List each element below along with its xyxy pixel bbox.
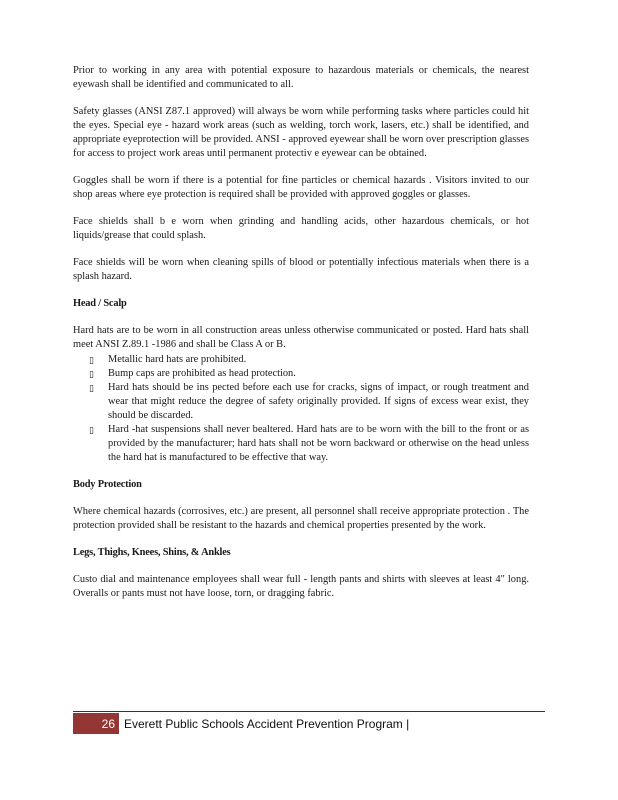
document-body	[73, 64, 529, 601]
bullet-icon: ▯	[89, 383, 94, 393]
legs-paragraph: Custo dial and maintenance employees shall wear full - length pants and shirts with sleeves at least 4" long. Overalls or pants must not have loose, torn, or dragging fabric.	[73, 574, 529, 599]
hard-hats-paragraph: Hard hats are to be worn in all construction areas unless otherwise communicated or posted. Hard hats shall meet ANSI Z.89.1 -1986 and shall be Class A or B.	[73, 325, 529, 350]
legs-heading: Legs, Thighs, Knees, Shins, & Ankles	[73, 547, 231, 558]
list-item	[73, 353, 529, 367]
head-scalp-heading: Head / Scalp	[73, 298, 127, 309]
bullet-icon: ▯	[89, 369, 94, 379]
body-protection-heading: Body Protection	[73, 479, 142, 490]
eyewash-paragraph: Prior to working in any area with potential exposure to hazardous materials or chemicals, the nearest eyewash shall be identified and communicated to all.	[73, 65, 529, 90]
bullet-icon: ▯	[89, 355, 94, 365]
footer-title: Everett Public Schools Accident Prevention Program |	[124, 716, 410, 731]
list-item-text: Bump caps are prohibited as head protection.	[108, 368, 296, 379]
body-protection-paragraph: Where chemical hazards (corrosives, etc.) are present, all personnel shall receive appropriate protection . The protection provided shall be resistant to the hazards and chemical properties presented by the work.	[73, 506, 529, 531]
footer-divider	[73, 711, 545, 712]
list-item	[73, 423, 529, 465]
bullet-icon: ▯	[89, 425, 94, 435]
list-item	[73, 381, 529, 423]
list-item-text: Hard hats should be ins pected before each use for cracks, signs of impact, or rough treatment and wear that might reduce the degree of safety originally provided. If signs of excess wear exist, they should be discarded.	[108, 382, 529, 421]
list-item	[73, 367, 529, 381]
page-footer	[73, 713, 409, 734]
face-shields-blood-paragraph: Face shields will be worn when cleaning spills of blood or potentially infectious materials when there is a splash hazard.	[73, 257, 529, 282]
safety-glasses-paragraph: Safety glasses (ANSI Z87.1 approved) will always be worn while performing tasks where particles could hit the eyes. Special eye - hazard work areas (such as welding, torch work, lasers, etc.) shall be identified, and appropriate eyeprotection will be provided. ANSI - approved eyewear shall be worn over prescription glasses for access to project work areas until permanent protectiv e eyewear can be obtained.	[73, 106, 529, 159]
face-shields-paragraph: Face shields shall b e worn when grinding and handling acids, other hazardous chemicals, or hot liquids/grease that could splash.	[73, 216, 529, 241]
goggles-paragraph: Goggles shall be worn if there is a potential for fine particles or chemical hazards . Visitors invited to our shop areas where eye protection is required shall be provided with approved goggles or glasses.	[73, 175, 529, 200]
page-number: 26	[101, 716, 115, 731]
list-item-text: Metallic hard hats are prohibited.	[108, 354, 247, 365]
hard-hat-rules-list	[73, 353, 529, 465]
page-number-badge	[73, 713, 119, 734]
list-item-text: Hard -hat suspensions shall never bealtered. Hard hats are to be worn with the bill to the front or as provided by the manufacturer; hard hats shall not be worn backward or otherwise on the head unless the hard hat is manufactured to be effective that way.	[108, 424, 529, 463]
